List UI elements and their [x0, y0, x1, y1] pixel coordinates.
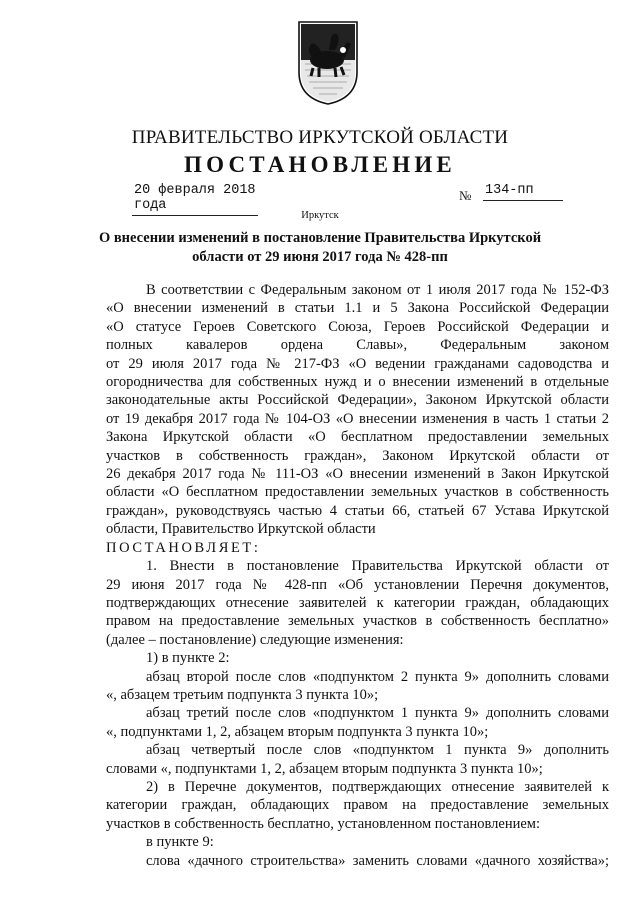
resolves-heading: ПОСТАНОВЛЯЕТ: [106, 539, 261, 556]
body-line: в пункте 9: [146, 834, 214, 851]
body-line: словами «, подпунктами 1, 2, абзацем вторым подпункта 3 пункта 10»; [106, 760, 543, 777]
body-line: 1. Внести в постановление Правительства Иркутской области от [146, 558, 609, 575]
document-number: 134-пп [483, 183, 563, 201]
body-line: (далее – постановление) следующие изменения: [106, 631, 404, 648]
body-line: области «О бесплатном предоставлении земельных участков в собственность [106, 484, 609, 501]
issue-city: Иркутск [301, 210, 339, 221]
number-sign: № [459, 188, 472, 203]
body-line: правом на предоставление земельных участков в собственность бесплатно» [106, 613, 609, 630]
body-line: 1) в пункте 2: [146, 650, 230, 667]
body-line: 29 июня 2017 года № 428-пп «Об установлении Перечня документов, [106, 576, 609, 593]
title-line: области от 29 июня 2017 года № 428-пп [192, 249, 448, 265]
body-line: от 29 июля 2017 года № 217-ФЗ «О ведении гражданами садоводства и [106, 355, 609, 372]
body-line: «О статусе Героев Советского Союза, Героев Российской Федерации и [106, 318, 609, 335]
body-line: от 19 декабря 2017 года № 104-ОЗ «О внесении изменения в часть 1 статьи 2 [106, 410, 609, 427]
body-line: 26 декабря 2017 года № 111-ОЗ «О внесении изменений в Закон Иркутской [106, 466, 609, 483]
document-type: ПОСТАНОВЛЕНИЕ [184, 152, 456, 177]
document-body [106, 281, 609, 870]
body-line: участков в собственность бесплатно, установленном постановлением: [106, 815, 541, 832]
body-line: полных кавалеров ордена Славы», Федеральным законом [106, 337, 609, 354]
body-line: категории граждан, обладающих правом на предоставление земельных [106, 797, 609, 814]
body-line: «О внесении изменений в статьи 1.1 и 5 Закона Российской Федерации [106, 300, 609, 317]
body-line: подтверждающих отнесение заявителей к категории граждан, обладающих [106, 594, 609, 611]
body-line: Закона Иркутской области «О бесплатном предоставлении земельных [106, 429, 609, 446]
body-line: абзац второй после слов «подпунктом 2 пункта 9» дополнить словами [146, 668, 609, 685]
body-line: области, Правительство Иркутской области [106, 521, 376, 538]
body-line: абзац третий после слов «подпунктом 1 пункта 9» дополнить словами [146, 705, 609, 722]
body-line: В соответствии с Федеральным законом от 1 июля 2017 года № 152-ФЗ [146, 282, 609, 298]
body-line: законодательные акты Российской Федерации», Законом Иркутской области [106, 392, 609, 409]
title-line: О внесении изменений в постановление Правительства Иркутской [98, 230, 542, 246]
body-line: огородничества для собственных нужд и о внесении изменений в отдельные [106, 374, 609, 391]
body-line: «, подпунктами 1, 2, абзацем вторым подпункта 3 пункта 10»; [106, 723, 489, 740]
body-line: «, абзацем третьим подпункта 3 пункта 10»; [106, 686, 379, 703]
body-line: абзац четвертый после слов «подпунктом 1 пункта 9» дополнить [146, 742, 609, 759]
document-title [0, 229, 640, 267]
body-line: 2) в Перечне документов, подтверждающих отнесение заявителей к [146, 778, 609, 795]
coat-of-arms-emblem [297, 20, 359, 106]
body-line: участков в собственность граждан», Законом Иркутской области от [106, 447, 609, 464]
body-line: граждан», руководствуясь частью 4 статьи 66, статьей 67 Устава Иркутской [106, 502, 609, 519]
body-line: слова «дачного строительства» заменить словами «дачного хозяйства»; [146, 852, 609, 869]
government-name: ПРАВИТЕЛЬСТВО ИРКУТСКОЙ ОБЛАСТИ [131, 127, 509, 148]
document-date: 20 февраля 2018 года [132, 183, 258, 216]
